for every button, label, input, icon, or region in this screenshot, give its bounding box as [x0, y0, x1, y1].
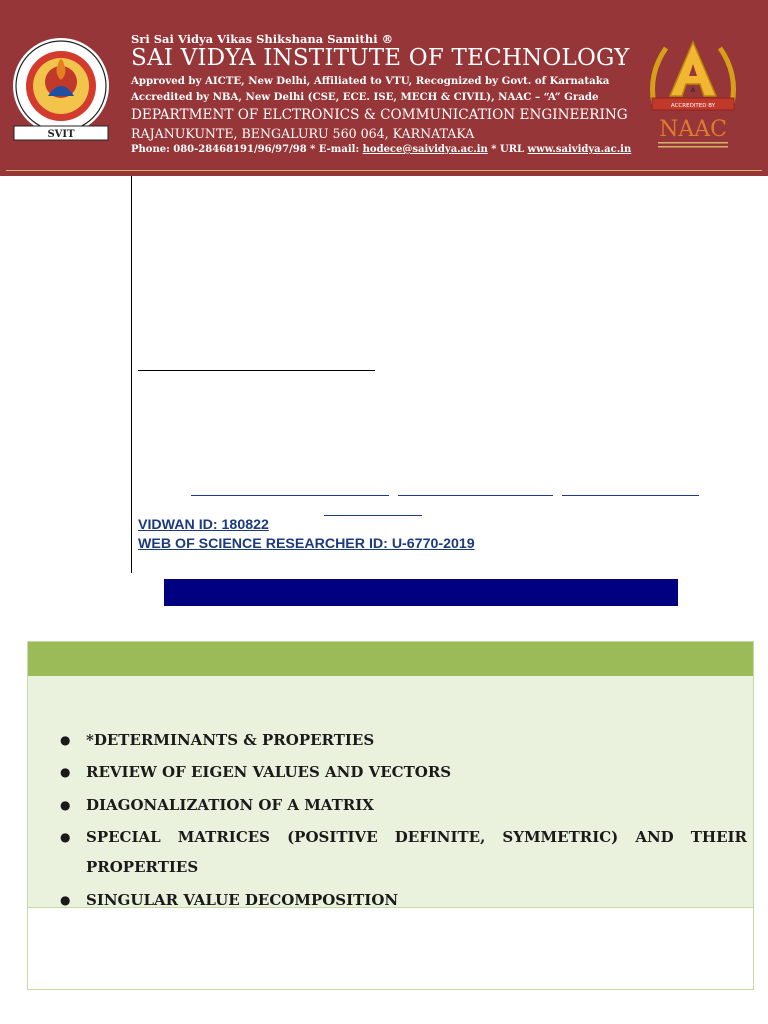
- bullet-icon: ●: [60, 733, 71, 747]
- profile-horizontal-divider: [138, 370, 375, 371]
- topics-table-body: [28, 676, 753, 908]
- svit-emblem-logo: [8, 36, 114, 148]
- topics-table: [27, 641, 754, 990]
- profile-link-underline[interactable]: [562, 495, 699, 496]
- profile-vertical-divider: [131, 176, 132, 573]
- topic-label-line1: SPECIAL MATRICES (POSITIVE DEFINITE, SYMMETRIC) AND THEIR: [86, 828, 747, 846]
- department-name: DEPARTMENT OF ELCTRONICS & COMMUNICATION ENGINEERING: [131, 107, 628, 123]
- email-link[interactable]: hodece@saividya.ac.in: [362, 144, 488, 155]
- topic-item: [60, 790, 747, 820]
- bullet-icon: ●: [60, 830, 71, 844]
- bullet-icon: ●: [60, 765, 71, 779]
- bullet-icon: ●: [60, 798, 71, 812]
- topics-table-header: [28, 642, 753, 676]
- banner-gold-rule: [6, 170, 762, 171]
- topic-item: [60, 885, 747, 915]
- website-link[interactable]: www.saividya.ac.in: [527, 144, 632, 155]
- institute-name: SAI VIDYA INSTITUTE OF TECHNOLOGY: [131, 45, 630, 71]
- profile-link-underline[interactable]: [324, 515, 422, 516]
- wos-researcher-id-link[interactable]: WEB OF SCIENCE RESEARCHER ID: U-6770-2019: [138, 536, 475, 552]
- topic-label: DIAGONALIZATION OF A MATRIX: [86, 796, 374, 814]
- topic-label: REVIEW OF EIGEN VALUES AND VECTORS: [86, 763, 452, 781]
- naac-ribbon-text: ACCREDITED BY: [670, 103, 716, 109]
- topic-item: [60, 757, 747, 787]
- topic-label: SINGULAR VALUE DECOMPOSITION: [86, 891, 399, 909]
- bullet-icon: ●: [60, 893, 71, 907]
- trust-name: Sri Sai Vidya Vikas Shikshana Samithi ®: [131, 32, 394, 46]
- vidwan-id-link[interactable]: VIDWAN ID: 180822: [138, 517, 269, 533]
- topic-item: [60, 822, 747, 882]
- approval-line: Approved by AICTE, New Delhi, Affiliated to VTU, Recognized by Govt. of Karnataka: [131, 75, 610, 87]
- profile-link-underline[interactable]: [398, 495, 553, 496]
- institute-header-banner: [0, 0, 768, 176]
- url-label: * URL: [487, 144, 528, 155]
- topic-item: [60, 725, 747, 755]
- naac-grade-text: A: [690, 87, 696, 94]
- topic-label-line2: PROPERTIES: [86, 858, 199, 876]
- contact-line: [131, 144, 631, 155]
- profile-link-underline[interactable]: [191, 495, 389, 496]
- accreditation-line: Accredited by NBA, New Delhi (CSE, ECE. ISE, MECH & CIVIL), NAAC – “A” Grade: [131, 91, 599, 103]
- navy-title-bar: [164, 579, 678, 606]
- naac-a-grade-logo: [644, 34, 742, 158]
- svit-emblem-text: SVIT: [47, 129, 75, 140]
- topic-label: *DETERMINANTS & PROPERTIES: [86, 731, 375, 749]
- phone-text: Phone: 080-28468191/96/97/98 * E-mail:: [131, 144, 363, 155]
- address-line: RAJANUKUNTE, BENGALURU 560 064, KARNATAKA: [131, 126, 475, 141]
- naac-name-text: NAAC: [659, 117, 727, 142]
